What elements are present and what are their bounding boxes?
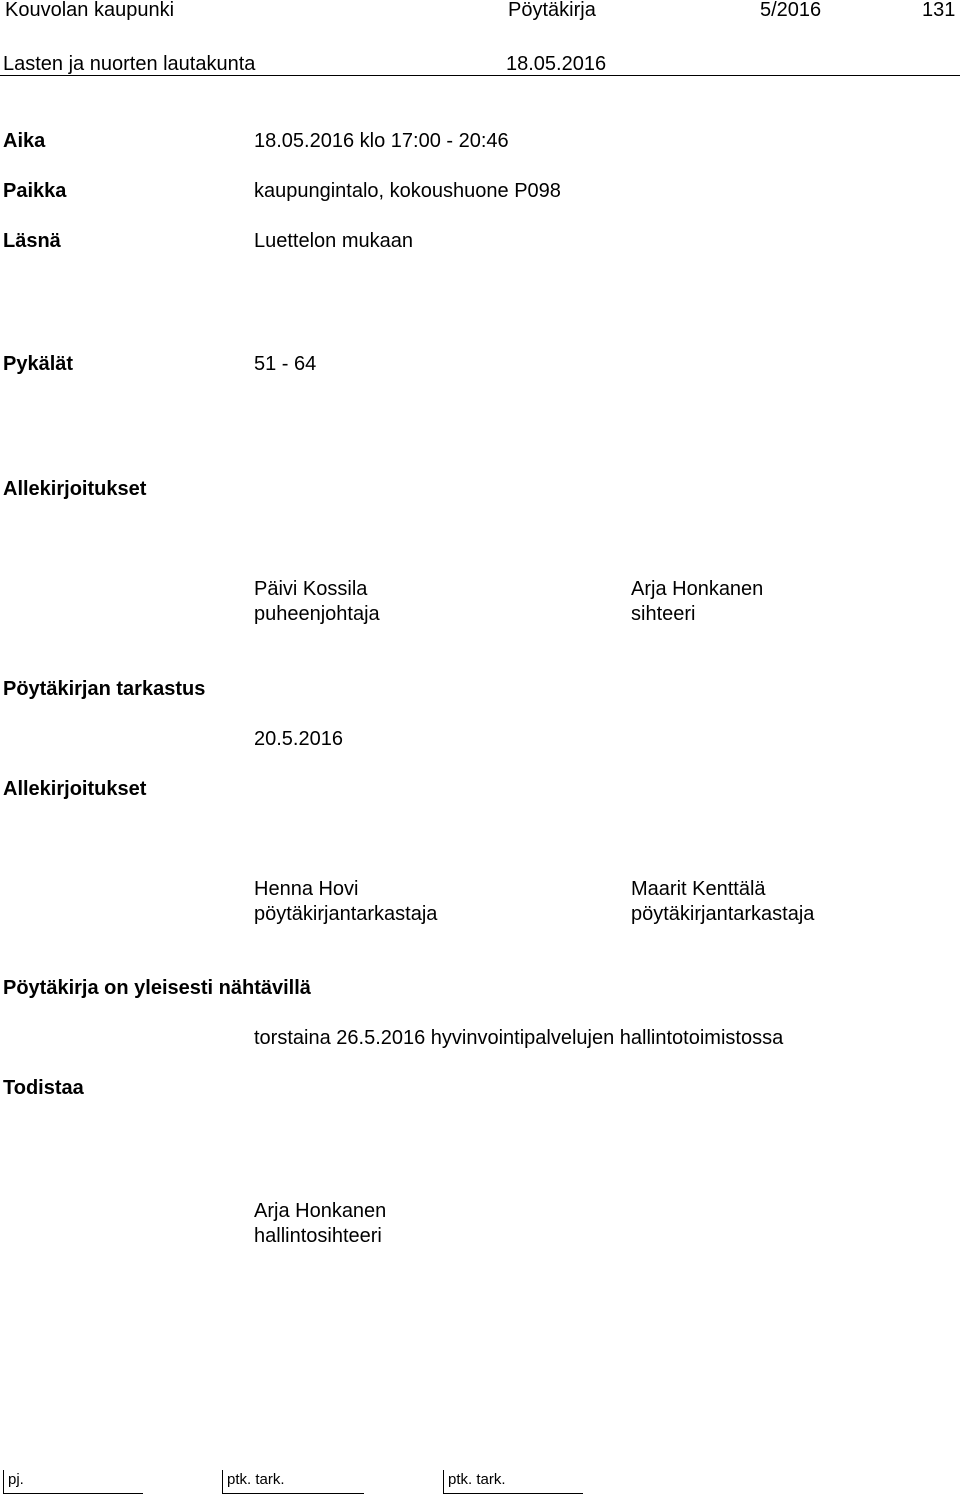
committee-name: Lasten ja nuorten lautakunta (3, 53, 256, 75)
header-date: 18.05.2016 (506, 53, 607, 75)
footer-reviewer2-label: ptk. tark. (448, 1471, 506, 1488)
certify-name: Arja Honkanen (254, 1200, 387, 1222)
page-number: 131 (922, 0, 956, 21)
signatures-label: Allekirjoitukset (3, 478, 147, 500)
place-label: Paikka (3, 180, 67, 202)
secretary-name: Arja Honkanen (631, 578, 764, 600)
public-label: Pöytäkirja on yleisesti nähtävillä (3, 977, 311, 999)
footer-reviewer1-initials (222, 1470, 364, 1494)
reviewer2-role: pöytäkirjantarkastaja (631, 903, 815, 925)
chair-role: puheenjohtaja (254, 603, 380, 625)
doc-number: 5/2016 (760, 0, 822, 21)
certify-role: hallintosihteeri (254, 1225, 382, 1247)
header-divider (0, 75, 960, 76)
reviewer2-name: Maarit Kenttälä (631, 878, 766, 900)
footer-reviewer1-label: ptk. tark. (227, 1471, 285, 1488)
present-value: Luettelon mukaan (254, 230, 414, 252)
org-name: Kouvolan kaupunki (5, 0, 175, 21)
sections-label: Pykälät (3, 353, 74, 375)
sections-value: 51 - 64 (254, 353, 317, 375)
footer-chair-label: pj. (8, 1471, 24, 1488)
chair-name: Päivi Kossila (254, 578, 368, 600)
review-signatures-label: Allekirjoitukset (3, 778, 147, 800)
time-label: Aika (3, 130, 46, 152)
place-value: kaupungintalo, kokoushuone P098 (254, 180, 561, 202)
doc-type: Pöytäkirja (508, 0, 596, 21)
secretary-role: sihteeri (631, 603, 696, 625)
reviewer1-name: Henna Hovi (254, 878, 359, 900)
review-date: 20.5.2016 (254, 728, 343, 750)
footer-reviewer2-initials (443, 1470, 583, 1494)
footer-chair-initials (3, 1470, 143, 1494)
certify-label: Todistaa (3, 1077, 84, 1099)
present-label: Läsnä (3, 230, 61, 252)
reviewer1-role: pöytäkirjantarkastaja (254, 903, 438, 925)
time-value: 18.05.2016 klo 17:00 - 20:46 (254, 130, 509, 152)
public-value: torstaina 26.5.2016 hyvinvointipalvelujen hallintotoimistossa (254, 1027, 784, 1049)
review-label: Pöytäkirjan tarkastus (3, 678, 206, 700)
